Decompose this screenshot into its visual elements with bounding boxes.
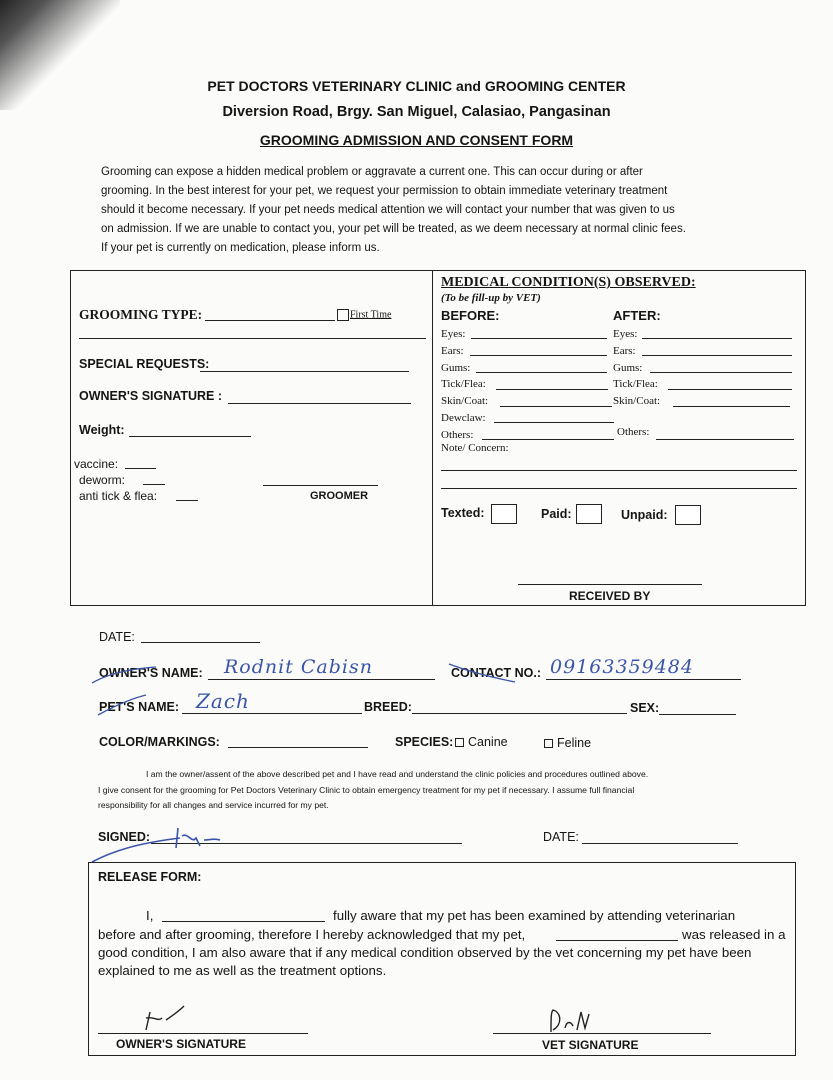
before-item-skin: Skin/Coat:: [441, 395, 489, 408]
before-ears-field[interactable]: [470, 355, 607, 356]
owners-signature-field[interactable]: [228, 403, 411, 404]
release-line-2a: before and after grooming, therefore I hereby acknowledged that my pet,: [98, 927, 526, 942]
after-item-eyes: Eyes:: [613, 328, 638, 340]
weight-field[interactable]: [129, 436, 251, 437]
release-pet-name-field[interactable]: [556, 940, 678, 941]
intro-line: If your pet is currently on medication, please inform us.: [101, 242, 380, 254]
after-item-ears: Ears:: [613, 344, 636, 357]
note-line-1[interactable]: [441, 470, 797, 471]
vet-signature-label: VET SIGNATURE: [542, 1038, 639, 1052]
texted-label: Texted:: [441, 506, 485, 520]
paid-checkbox[interactable]: [576, 504, 602, 524]
intro-paragraph: [101, 163, 751, 258]
breed-label: BREED:: [364, 700, 412, 714]
before-item-tick: Tick/Flea:: [441, 378, 486, 391]
intro-line: Grooming can expose a hidden medical problem or aggravate a current one. This can occur during or after: [101, 166, 643, 178]
consent-line-3: responsibility for all changes and service incurred for my pet.: [98, 800, 329, 810]
canine-option[interactable]: [455, 735, 508, 749]
feline-option[interactable]: [544, 736, 591, 750]
release-line-4: explained to me as well as the treatment options.: [98, 963, 387, 978]
color-markings-label: COLOR/MARKINGS:: [99, 735, 220, 749]
after-item-others: Others:: [617, 426, 650, 438]
release-owner-signature-label: OWNER'S SIGNATURE: [116, 1037, 246, 1051]
date-field[interactable]: [141, 642, 260, 643]
clinic-name: PET DOCTORS VETERINARY CLINIC and GROOMING CENTER: [207, 78, 626, 94]
before-item-others: Others:: [441, 428, 474, 441]
grooming-type-label: GROOMING TYPE:: [79, 307, 203, 322]
contact-label: CONTACT NO.:: [451, 666, 542, 680]
before-item-eyes: Eyes:: [441, 328, 466, 340]
consent-line-2: I give consent for the grooming for Pet Doctors Veterinary Clinic to obtain emergency treatment for my pet if necessary. I assume full financial: [98, 785, 635, 795]
owner-name-value[interactable]: Rodnit Cabisn: [224, 656, 373, 678]
release-line-3: good condition, I am also aware that if any medical condition observed by the vet concerning my pet have been: [98, 945, 752, 960]
breed-field[interactable]: [412, 713, 627, 714]
pet-name-label: PET'S NAME:: [99, 700, 180, 714]
first-time-option[interactable]: [337, 309, 391, 321]
groomer-label: GROOMER: [310, 490, 369, 502]
grooming-type-extra-line[interactable]: [79, 338, 426, 339]
before-skin-field[interactable]: [500, 406, 612, 407]
owner-name-label: OWNER'S NAME:: [99, 666, 203, 680]
anti-tick-field[interactable]: [176, 500, 198, 501]
first-time-checkbox[interactable]: [337, 309, 349, 321]
after-tick-field[interactable]: [668, 389, 792, 390]
date-label: DATE:: [99, 630, 135, 644]
after-item-skin: Skin/Coat:: [613, 395, 661, 408]
after-others-field[interactable]: [656, 439, 794, 440]
contact-field[interactable]: [546, 679, 741, 680]
after-item-tick: Tick/Flea:: [613, 378, 658, 391]
feline-checkbox[interactable]: [544, 739, 553, 748]
intro-line: should it become necessary. If your pet needs medical attention we will contact your number that was given to us: [101, 204, 675, 216]
before-eyes-field[interactable]: [471, 338, 607, 339]
before-dewclaw-field[interactable]: [494, 422, 614, 423]
before-item-ears: Ears:: [441, 344, 464, 357]
contact-value[interactable]: 09163359484: [550, 656, 694, 678]
contact-strike-stroke: [445, 660, 535, 690]
received-by-label: RECEIVED BY: [569, 589, 651, 603]
vet-signature: [545, 1006, 605, 1036]
consent-line-1: I am the owner/assent of the above described pet and I have read and understand the clinic policies and procedures outlined above.: [146, 769, 649, 779]
species-label: SPECIES:: [395, 735, 454, 749]
after-ears-field[interactable]: [642, 355, 792, 356]
paid-label: Paid:: [541, 507, 572, 521]
special-requests-label: SPECIAL REQUESTS:: [79, 357, 210, 371]
anti-tick-label: anti tick & flea:: [79, 489, 158, 503]
pet-name-value[interactable]: Zach: [196, 689, 250, 713]
note-concern-label: Note/ Concern:: [441, 442, 509, 454]
vet-signature-line[interactable]: [493, 1033, 711, 1034]
after-gums-field[interactable]: [650, 372, 792, 373]
release-line-2b: was released in a: [682, 927, 786, 942]
canine-checkbox[interactable]: [455, 738, 464, 747]
after-heading: AFTER:: [613, 308, 661, 323]
special-requests-field[interactable]: [200, 371, 409, 372]
release-owner-signature-line[interactable]: [98, 1033, 308, 1034]
canine-label: Canine: [468, 735, 508, 749]
note-line-2[interactable]: [441, 488, 797, 489]
before-item-gums: Gums:: [441, 361, 471, 374]
release-line-1a: I,: [146, 908, 154, 923]
received-by-line[interactable]: [518, 584, 702, 585]
intro-line: on admission. If we are unable to contact you, your pet will be treated, as we deem necessary at normal clinic fees.: [101, 223, 686, 235]
release-owner-signature: [140, 1000, 200, 1034]
groomer-signature-line[interactable]: [263, 485, 378, 486]
before-tick-field[interactable]: [496, 389, 608, 390]
medical-condition-subtitle: (To be fill-up by VET): [441, 292, 541, 304]
first-time-label: First Time: [350, 309, 392, 321]
after-eyes-field[interactable]: [642, 338, 792, 339]
consent-date-field[interactable]: [582, 843, 738, 844]
before-others-field[interactable]: [482, 439, 614, 440]
owners-signature-label: OWNER'S SIGNATURE :: [79, 389, 223, 403]
deworm-label: deworm:: [79, 473, 126, 487]
release-owner-name-field[interactable]: [162, 921, 325, 922]
release-line-1b: fully aware that my pet has been examined by attending veterinarian: [333, 908, 736, 923]
owner-checkmark-strokes: [86, 655, 226, 725]
signed-signature: [88, 818, 228, 866]
after-item-gums: Gums:: [613, 361, 643, 374]
consent-date-label: DATE:: [543, 830, 579, 844]
release-form-title: RELEASE FORM:: [98, 870, 202, 884]
before-heading: BEFORE:: [441, 308, 500, 323]
before-list: [441, 326, 488, 444]
feline-label: Feline: [557, 736, 592, 750]
intro-line: grooming. In the best interest for your pet, we request your permission to obtain immediate veterinary treatment: [101, 185, 668, 197]
weight-label: Weight:: [79, 423, 125, 437]
box-divider: [432, 270, 433, 606]
after-skin-field[interactable]: [673, 406, 790, 407]
signed-label: SIGNED:: [98, 830, 151, 844]
texted-checkbox[interactable]: [491, 504, 517, 524]
color-markings-field[interactable]: [228, 747, 368, 748]
before-gums-field[interactable]: [476, 372, 607, 373]
before-item-dewclaw: Dewclaw:: [441, 411, 486, 424]
sex-label: SEX:: [630, 701, 660, 715]
medical-condition-title: MEDICAL CONDITION(S) OBSERVED:: [441, 275, 696, 290]
vaccine-label: vaccine:: [74, 457, 119, 471]
clinic-address: Diversion Road, Brgy. San Miguel, Calasiao, Pangasinan: [222, 104, 611, 120]
grooming-type-field[interactable]: [205, 320, 335, 321]
owner-name-field[interactable]: [208, 679, 435, 680]
unpaid-label: Unpaid:: [621, 508, 668, 522]
form-title: GROOMING ADMISSION AND CONSENT FORM: [259, 132, 574, 148]
deworm-field[interactable]: [143, 484, 165, 485]
sex-field[interactable]: [659, 714, 736, 715]
vaccine-field[interactable]: [125, 468, 156, 469]
unpaid-checkbox[interactable]: [675, 505, 701, 525]
